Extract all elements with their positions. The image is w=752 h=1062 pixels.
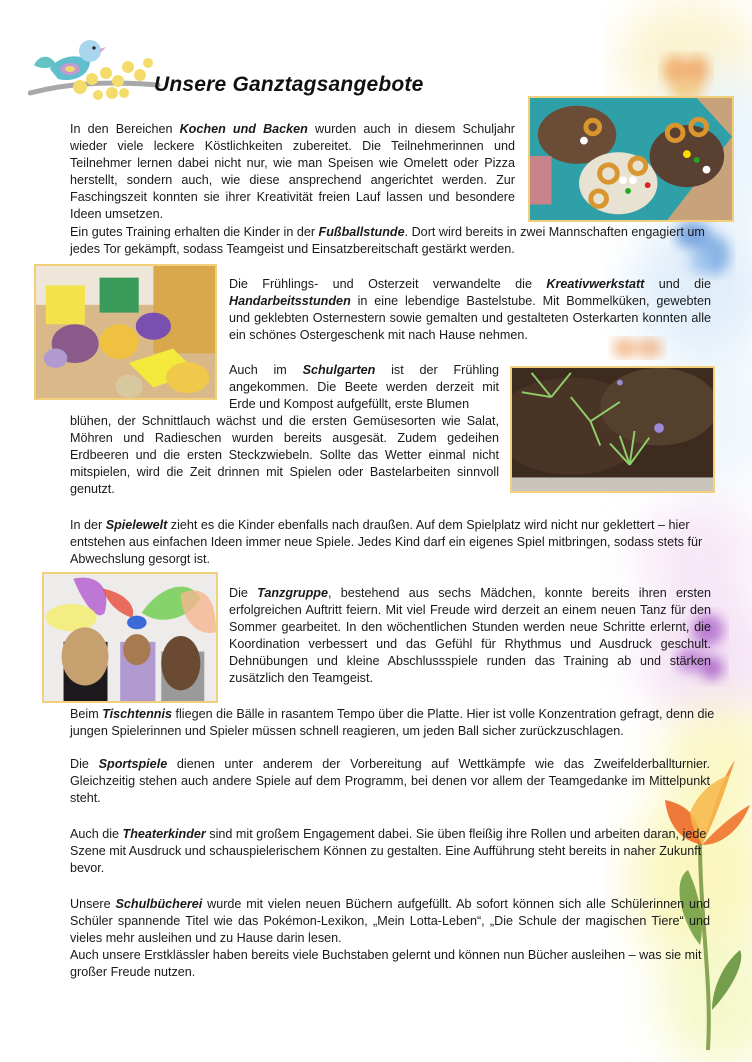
photo-dance-group bbox=[42, 572, 218, 703]
paragraph-sportspiele: Die Sportspiele dienen unter anderem der Vorbereitung auf Wettkämpfe wie das Zweifelderballturnier. Gleichzeitig stehen auch andere Spiele auf dem Programm, bei denen vor allem der Teamgedanke im Mittelpunkt steht. bbox=[70, 757, 710, 805]
photo-school-garden bbox=[510, 366, 715, 493]
bird-on-branch-icon bbox=[28, 35, 168, 107]
paragraph-tanzgruppe: Die Tanzgruppe, bestehend aus sechs Mädchen, konnte bereits ihren ersten erfolgreichen Auftritt feiern. Mit viel Freude wird derzeit an einem neuen Tanz für den Sommer gearbeitet. In den wöchentlichen Stunden werden neue Schritte erlernt, die Koordination verbessert und das Gefühl für Rhythmus und Ausdruck geschult. Dehnübungen und kleine Abschlussspiele runden das Training ab und stärken zusätzlich den Teamgeist. bbox=[229, 586, 711, 685]
paragraph-spielewelt: In der Spielewelt zieht es die Kinder ebenfalls nach draußen. Auf dem Spielplatz wird nicht nur geklettert – hier entstehen aus einfachen Ideen immer neue Spiele. Jedes Kind darf ein eigenes Spiel mitbringen, sodass stets für Abwechslung gesorgt ist. bbox=[70, 518, 703, 566]
photo-easter-crafts bbox=[34, 264, 217, 400]
paragraph-theater: Auch die Theaterkinder sind mit großem Engagement dabei. Sie üben fleißig ihre Rollen und arbeiten daran, jede Szene mit Ausdruck und schauspielerischem Können zu gestalten. Eine Aufführung steht bereits in naher Zukunft bevor. bbox=[70, 827, 707, 875]
page-title: Unsere Ganztagsangebote bbox=[154, 73, 424, 96]
paragraph-kochen: In den Bereichen Kochen und Backen wurden auch in diesem Schuljahr wieder viele leckere Köstlichkeiten zubereitet. Die Teilnehmerinnen und Teilnehmer lernen dabei nicht nur, wie man Speisen wie Omelett oder Pizza herstellt, sondern auch, wie diese ansprechend angerichtet werden. Zur Faschingszeit konnten sie ihrer Kreativität freien Lauf lassen und besondere Ideen umsetzen. bbox=[70, 122, 515, 221]
paragraph-schulgarten-top: Auch im Schulgarten ist der Frühling angekommen. Die Beete werden derzeit mit Erde und Kompost aufgefüllt, erste Blumen bbox=[229, 363, 499, 411]
paragraph-erstklaessler: Auch unsere Erstklässler haben bereits viele Buchstaben gelernt und können nun Bücher ausleihen – was sie mit großer Freude nutzen. bbox=[70, 948, 702, 979]
paragraph-tischtennis: Beim Tischtennis fliegen die Bälle in rasantem Tempo über die Platte. Hier ist volle Konzentration gefragt, denn die jungen Spielerinnen und Spieler müssen schnell reagieren, um jeden Ball sicher zurückzuschlagen. bbox=[70, 707, 715, 738]
paragraph-kreativwerkstatt: Die Frühlings- und Osterzeit verwandelte die Kreativwerkstatt und die Handarbeitsstunden in eine lebendige Bastelstube. Mit Bommelküken, gewebten und geklebten Osternestern sowie gemalten und gestalteten Osterkarten konnten alle ein schönes Ostergeschenk mit nach Hause nehmen. bbox=[229, 277, 711, 342]
paragraph-schulgarten-bottom: blühen, der Schnittlauch wächst und die ersten Gemüsesorten wie Salat, Möhren und Radieschen wurden bereits ausgesät. Zudem gedeihen Erdbeeren und die ersten Steckzwiebeln. Sollte das Wetter einmal nicht mitspielen, wird die Zeit drinnen mit Spielen oder Bastelarbeiten sinnvoll genutzt. bbox=[70, 414, 499, 496]
photo-cooking bbox=[528, 96, 734, 222]
paragraph-schulbuecherei: Unsere Schulbücherei wurde mit vielen neuen Büchern aufgefüllt. Ab sofort können sich alle Schülerinnen und Schüler spannende Titel wie das Pokémon-Lexikon, „Mein Lotta-Leben“, „Die Schule der magischen Tiere“ und vieles mehr ausleihen und zu Hause darin lesen. bbox=[70, 897, 710, 945]
paragraph-fussball: Ein gutes Training erhalten die Kinder in der Fußballstunde. Dort wird bereits in zwei Mannschaften engagiert um jedes Tor gekämpft, sodass Teamgeist und Einsatzbereitschaft gestärkt werden. bbox=[70, 225, 705, 256]
